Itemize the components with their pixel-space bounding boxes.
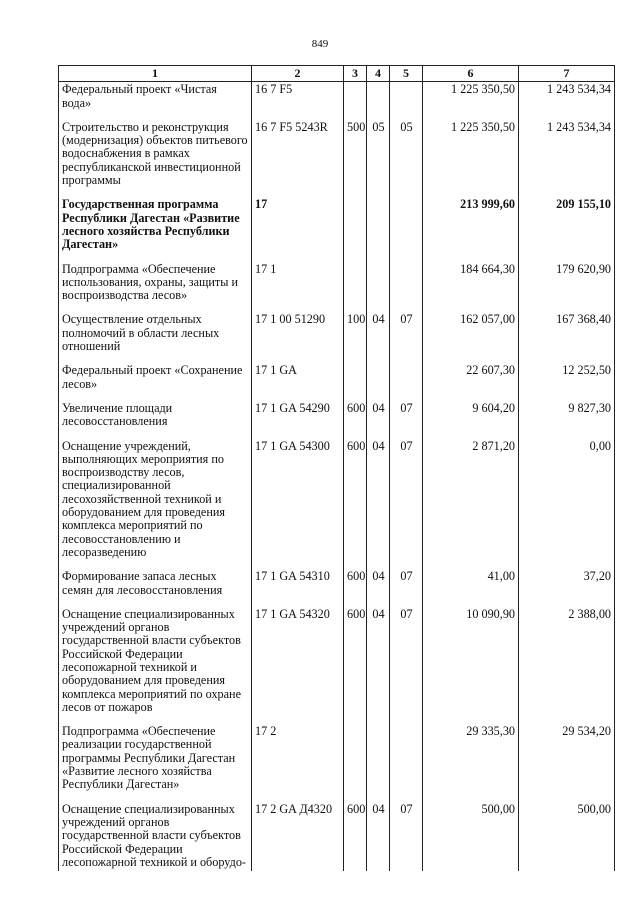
row-code: 17 bbox=[252, 197, 344, 261]
row-value-col-6: 500,00 bbox=[423, 802, 519, 871]
row-code: 17 1 GA 54290 bbox=[252, 401, 344, 439]
row-name: Формирование запаса лесных семян для лесовосстановления bbox=[59, 569, 252, 607]
row-value-col-7: 179 620,90 bbox=[519, 262, 615, 313]
table-row bbox=[59, 262, 615, 313]
row-col-4: 04 bbox=[367, 439, 390, 570]
row-col-4: 04 bbox=[367, 569, 390, 607]
row-value-col-6: 162 057,00 bbox=[423, 312, 519, 363]
row-col-3: 500 bbox=[344, 120, 367, 197]
row-col-3 bbox=[344, 197, 367, 261]
row-value-col-7: 9 827,30 bbox=[519, 401, 615, 439]
row-name: Увеличение площади лесовосстановления bbox=[59, 401, 252, 439]
row-col-5: 07 bbox=[390, 802, 423, 871]
row-col-3: 600 bbox=[344, 607, 367, 724]
row-name: Подпрограмма «Обеспечение использования, охраны, защиты и воспроизводства лесов» bbox=[59, 262, 252, 313]
row-col-5 bbox=[390, 363, 423, 401]
row-value-col-6: 2 871,20 bbox=[423, 439, 519, 570]
row-col-4 bbox=[367, 262, 390, 313]
row-col-5 bbox=[390, 262, 423, 313]
header-col-4: 4 bbox=[367, 66, 390, 82]
row-col-4: 04 bbox=[367, 607, 390, 724]
row-col-5 bbox=[390, 82, 423, 120]
row-value-col-7: 209 155,10 bbox=[519, 197, 615, 261]
row-code: 17 1 bbox=[252, 262, 344, 313]
row-col-5: 07 bbox=[390, 569, 423, 607]
row-name: Оснащение специализированных учреждений органов государственной власти субъектов Российской Федерации лесопожарной техникой и оборудованием для проведения комплекса мероприятий по охране лесов от пожаров bbox=[59, 607, 252, 724]
row-col-3 bbox=[344, 363, 367, 401]
header-col-6: 6 bbox=[423, 66, 519, 82]
row-value-col-7: 37,20 bbox=[519, 569, 615, 607]
row-code: 17 1 00 51290 bbox=[252, 312, 344, 363]
row-code: 17 2 bbox=[252, 724, 344, 801]
header-col-3: 3 bbox=[344, 66, 367, 82]
row-name: Государственная программа Республики Дагестан «Развитие лесного хозяйства Республики Дагестан» bbox=[59, 197, 252, 261]
row-col-4: 04 bbox=[367, 401, 390, 439]
row-value-col-6: 9 604,20 bbox=[423, 401, 519, 439]
row-value-col-7: 167 368,40 bbox=[519, 312, 615, 363]
table-row bbox=[59, 82, 615, 120]
row-col-5: 07 bbox=[390, 439, 423, 570]
row-code: 17 1 GA bbox=[252, 363, 344, 401]
row-name: Подпрограмма «Обеспечение реализации государственной программы Республики Дагестан «Развитие лесного хозяйства Республики Дагестан» bbox=[59, 724, 252, 801]
table-row bbox=[59, 363, 615, 401]
row-col-4 bbox=[367, 724, 390, 801]
row-col-4: 04 bbox=[367, 802, 390, 871]
page-number: 849 bbox=[311, 38, 329, 50]
row-col-5: 05 bbox=[390, 120, 423, 197]
table-row bbox=[59, 802, 615, 871]
row-col-4: 05 bbox=[367, 120, 390, 197]
row-name: Строительство и реконструкция (модернизация) объектов питьевого водоснабжения в рамках республиканской инвестиционной программы bbox=[59, 120, 252, 197]
header-col-1: 1 bbox=[59, 66, 252, 82]
row-col-3: 600 bbox=[344, 401, 367, 439]
table-row bbox=[59, 607, 615, 724]
row-value-col-6: 10 090,90 bbox=[423, 607, 519, 724]
table-row bbox=[59, 197, 615, 261]
row-name: Осуществление отдельных полномочий в области лесных отношений bbox=[59, 312, 252, 363]
row-value-col-6: 213 999,60 bbox=[423, 197, 519, 261]
row-value-col-6: 29 335,30 bbox=[423, 724, 519, 801]
row-value-col-7: 500,00 bbox=[519, 802, 615, 871]
row-code: 17 1 GA 54310 bbox=[252, 569, 344, 607]
row-col-5 bbox=[390, 724, 423, 801]
table-row bbox=[59, 439, 615, 570]
row-value-col-6: 41,00 bbox=[423, 569, 519, 607]
row-col-3: 100 bbox=[344, 312, 367, 363]
row-col-3 bbox=[344, 82, 367, 120]
row-code: 17 2 GA Д4320 bbox=[252, 802, 344, 871]
row-value-col-6: 1 225 350,50 bbox=[423, 82, 519, 120]
row-col-3 bbox=[344, 262, 367, 313]
row-col-3: 600 bbox=[344, 569, 367, 607]
table-row bbox=[59, 401, 615, 439]
row-value-col-6: 184 664,30 bbox=[423, 262, 519, 313]
row-value-col-7: 0,00 bbox=[519, 439, 615, 570]
row-code: 16 7 F5 5243R bbox=[252, 120, 344, 197]
row-col-4 bbox=[367, 363, 390, 401]
row-col-5: 07 bbox=[390, 401, 423, 439]
header-row bbox=[59, 66, 615, 82]
table-row bbox=[59, 312, 615, 363]
row-name: Федеральный проект «Чистая вода» bbox=[59, 82, 252, 120]
row-col-3: 600 bbox=[344, 439, 367, 570]
table-row bbox=[59, 120, 615, 197]
row-value-col-7: 2 388,00 bbox=[519, 607, 615, 724]
row-code: 17 1 GA 54320 bbox=[252, 607, 344, 724]
row-code: 17 1 GA 54300 bbox=[252, 439, 344, 570]
budget-table bbox=[58, 65, 615, 871]
row-name: Оснащение специализированных учреждений органов государственной власти субъектов Российской Федерации лесопожарной техникой и оборудо- bbox=[59, 802, 252, 871]
row-name: Федеральный проект «Сохранение лесов» bbox=[59, 363, 252, 401]
row-value-col-6: 22 607,30 bbox=[423, 363, 519, 401]
row-col-4: 04 bbox=[367, 312, 390, 363]
row-col-3: 600 bbox=[344, 802, 367, 871]
header-col-2: 2 bbox=[252, 66, 344, 82]
row-name: Оснащение учреждений, выполняющих мероприятия по воспроизводству лесов, специализированной лесохозяйственной техникой и оборудованием для проведения комплекса мероприятий по лесовосстановлению и лесоразведению bbox=[59, 439, 252, 570]
header-col-5: 5 bbox=[390, 66, 423, 82]
row-value-col-7: 1 243 534,34 bbox=[519, 120, 615, 197]
row-value-col-6: 1 225 350,50 bbox=[423, 120, 519, 197]
row-col-4 bbox=[367, 82, 390, 120]
row-col-5: 07 bbox=[390, 312, 423, 363]
row-col-5: 07 bbox=[390, 607, 423, 724]
row-col-5 bbox=[390, 197, 423, 261]
header-col-7: 7 bbox=[519, 66, 615, 82]
table-row bbox=[59, 724, 615, 801]
row-col-4 bbox=[367, 197, 390, 261]
row-code: 16 7 F5 bbox=[252, 82, 344, 120]
row-value-col-7: 29 534,20 bbox=[519, 724, 615, 801]
row-value-col-7: 12 252,50 bbox=[519, 363, 615, 401]
row-value-col-7: 1 243 534,34 bbox=[519, 82, 615, 120]
row-col-3 bbox=[344, 724, 367, 801]
table-row bbox=[59, 569, 615, 607]
